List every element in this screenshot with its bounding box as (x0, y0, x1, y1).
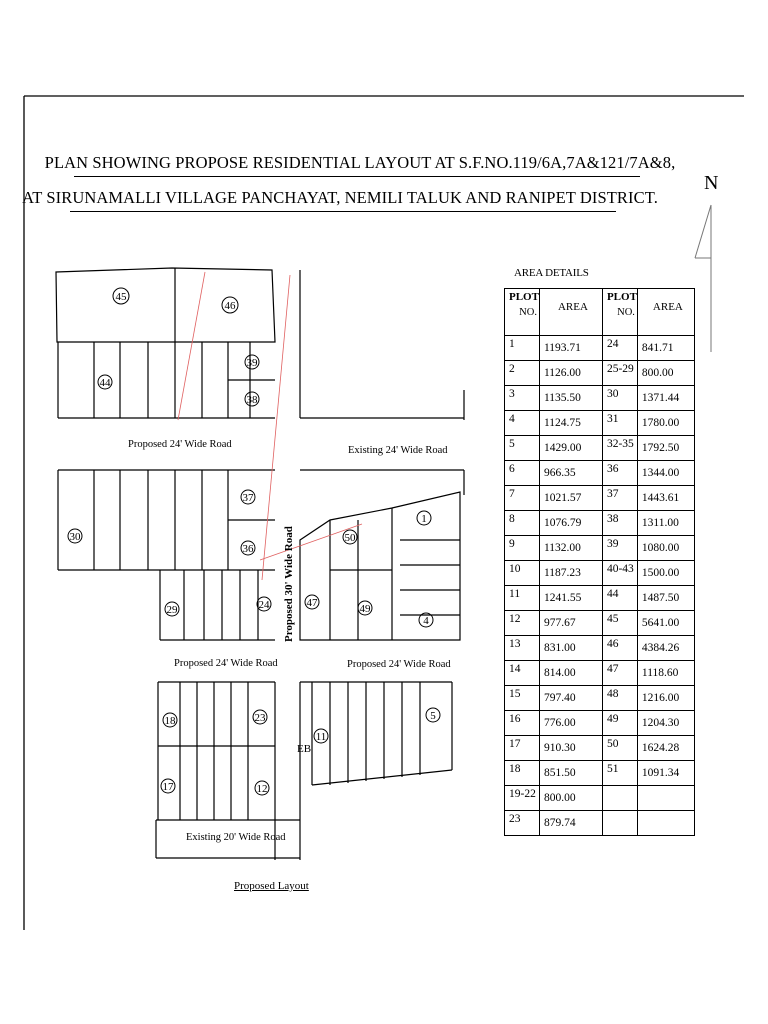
area-cell: 966.35 (539, 461, 602, 486)
plot-no-cell: 3 (505, 386, 540, 411)
plot-label: 49 (359, 603, 371, 615)
table-row (505, 461, 695, 486)
plot-label: 17 (162, 781, 174, 793)
table-row (505, 486, 695, 511)
area-cell: 5641.00 (637, 611, 694, 636)
table-row (505, 386, 695, 411)
road-label: Proposed 24' Wide Road (128, 439, 232, 450)
table-row (505, 736, 695, 761)
plot-no-cell (602, 786, 637, 811)
plot-no-cell: 38 (602, 511, 637, 536)
road-label: Proposed 24' Wide Road (174, 658, 278, 669)
plot-no-cell: 15 (505, 686, 540, 711)
plot-no-cell: 8 (505, 511, 540, 536)
plot-no-cell: 13 (505, 636, 540, 661)
plot-no-cell: 25-29 (602, 361, 637, 386)
area-cell: 1216.00 (637, 686, 694, 711)
plot-label: 23 (254, 712, 266, 724)
area-cell: 814.00 (539, 661, 602, 686)
header-plot-label: PLOT (509, 291, 539, 303)
plot-no-cell: 6 (505, 461, 540, 486)
plot-no-cell: 7 (505, 486, 540, 511)
header-area-2 (637, 289, 694, 336)
area-cell: 851.50 (539, 761, 602, 786)
area-cell: 1241.55 (539, 586, 602, 611)
area-cell: 1624.28 (637, 736, 694, 761)
plot-no-cell: 9 (505, 536, 540, 561)
table-row (505, 511, 695, 536)
area-cell: 1500.00 (637, 561, 694, 586)
area-cell: 1091.34 (637, 761, 694, 786)
site-outline (56, 268, 464, 860)
plot-no-cell: 44 (602, 586, 637, 611)
plot-label: 4 (423, 615, 429, 627)
plot-no-cell: 46 (602, 636, 637, 661)
plot-no-cell: 36 (602, 461, 637, 486)
plot-no-cell: 12 (505, 611, 540, 636)
header-no-label: NO. (617, 307, 635, 318)
area-cell: 1021.57 (539, 486, 602, 511)
area-cell: 1371.44 (637, 386, 694, 411)
plot-no-cell: 49 (602, 711, 637, 736)
area-details-caption: AREA DETAILS (514, 267, 589, 279)
road-label: Proposed 24' Wide Road (347, 659, 451, 670)
table-row (505, 411, 695, 436)
plot-no-cell: 11 (505, 586, 540, 611)
road-label: Proposed 30' Wide Road (283, 526, 295, 642)
plot-label: 30 (69, 531, 81, 543)
plot-no-cell: 5 (505, 436, 540, 461)
area-cell: 1118.60 (637, 661, 694, 686)
plot-label: 44 (99, 377, 111, 389)
plot-no-cell: 16 (505, 711, 540, 736)
plot-label: 50 (344, 532, 356, 544)
table-row (505, 661, 695, 686)
title-line-1: PLAN SHOWING PROPOSE RESIDENTIAL LAYOUT AT S.F.NO.119/6A,7A&121/7A&8, (44, 153, 676, 172)
header-plot-label: PLOT (606, 291, 637, 303)
area-cell: 800.00 (539, 786, 602, 811)
plot-no-cell: 4 (505, 411, 540, 436)
plot-no-cell: 14 (505, 661, 540, 686)
area-cell (637, 811, 694, 836)
table-row (505, 811, 695, 836)
plot-no-cell: 10 (505, 561, 540, 586)
plot-no-cell: 2 (505, 361, 540, 386)
north-label: N (704, 172, 719, 194)
area-cell: 776.00 (539, 711, 602, 736)
table-row (505, 686, 695, 711)
area-cell: 1344.00 (637, 461, 694, 486)
header-area-label: AREA (557, 301, 588, 313)
plot-label: 5 (430, 710, 436, 722)
area-cell: 1780.00 (637, 411, 694, 436)
plot-label: 39 (246, 357, 258, 369)
plot-no-cell: 37 (602, 486, 637, 511)
header-no-label: NO. (519, 307, 537, 318)
area-cell: 1187.23 (539, 561, 602, 586)
plot-label: 38 (246, 394, 258, 406)
plot-no-cell: 17 (505, 736, 540, 761)
table-row (505, 336, 695, 361)
area-cell: 1792.50 (637, 436, 694, 461)
area-cell: 1311.00 (637, 511, 694, 536)
table-row (505, 611, 695, 636)
road-label: Existing 24' Wide Road (348, 445, 448, 456)
plot-label: 12 (256, 783, 268, 795)
header-plot-no-2 (602, 289, 637, 336)
table-row (505, 586, 695, 611)
survey-lines (178, 272, 362, 580)
plot-no-cell: 24 (602, 336, 637, 361)
table-row (505, 436, 695, 461)
area-cell: 1443.61 (637, 486, 694, 511)
plot-no-cell: 47 (602, 661, 637, 686)
area-cell: 831.00 (539, 636, 602, 661)
title-underline-2 (70, 211, 616, 212)
plot-label: 46 (224, 300, 236, 312)
table-row (505, 636, 695, 661)
header-plot-no (505, 289, 540, 336)
eb-label: EB (296, 743, 312, 755)
area-cell: 841.71 (637, 336, 694, 361)
area-cell: 977.67 (539, 611, 602, 636)
table-row (505, 361, 695, 386)
table-row (505, 561, 695, 586)
plot-no-cell: 32-35 (602, 436, 637, 461)
area-cell: 1135.50 (539, 386, 602, 411)
plot-label: 47 (306, 597, 318, 609)
plot-label: 1 (421, 513, 427, 525)
area-cell: 879.74 (539, 811, 602, 836)
plot-no-cell: 45 (602, 611, 637, 636)
plot-no-cell: 39 (602, 536, 637, 561)
plot-no-cell (602, 811, 637, 836)
area-cell: 800.00 (637, 361, 694, 386)
plot-no-cell: 31 (602, 411, 637, 436)
north-arrow-icon (695, 205, 711, 352)
area-cell: 1204.30 (637, 711, 694, 736)
layout-caption: Proposed Layout (234, 880, 309, 892)
table-row (505, 761, 695, 786)
plot-no-cell: 40-43 (602, 561, 637, 586)
plot-no-cell: 50 (602, 736, 637, 761)
plot-no-cell: 18 (505, 761, 540, 786)
area-cell: 4384.26 (637, 636, 694, 661)
plot-label: 37 (242, 492, 254, 504)
header-area (539, 289, 602, 336)
title-underline-1 (74, 176, 640, 177)
plot-no-cell: 23 (505, 811, 540, 836)
area-details-table (504, 288, 695, 836)
area-cell: 1132.00 (539, 536, 602, 561)
plot-label: 29 (166, 604, 178, 616)
area-cell: 1487.50 (637, 586, 694, 611)
plot-no-cell: 51 (602, 761, 637, 786)
area-cell: 1193.71 (539, 336, 602, 361)
area-cell: 1076.79 (539, 511, 602, 536)
road-label: Existing 20' Wide Road (186, 832, 286, 843)
area-cell: 1429.00 (539, 436, 602, 461)
table-row (505, 786, 695, 811)
plot-label: 45 (115, 291, 127, 303)
plot-no-cell: 30 (602, 386, 637, 411)
table-row (505, 536, 695, 561)
table-header-row (505, 289, 695, 336)
plot-label: 11 (315, 731, 327, 743)
area-cell: 1124.75 (539, 411, 602, 436)
header-area-label: AREA (652, 301, 683, 313)
plot-no-cell: 48 (602, 686, 637, 711)
area-cell: 797.40 (539, 686, 602, 711)
plot-no-cell: 19-22 (505, 786, 540, 811)
area-cell: 910.30 (539, 736, 602, 761)
plot-no-cell: 1 (505, 336, 540, 361)
area-cell (637, 786, 694, 811)
table-row (505, 711, 695, 736)
area-cell: 1080.00 (637, 536, 694, 561)
plot-label: 36 (242, 543, 254, 555)
title-line-2: AT SIRUNAMALLI VILLAGE PANCHAYAT, NEMILI TALUK AND RANIPET DISTRICT. (22, 188, 658, 207)
plot-label: 24 (258, 599, 270, 611)
area-cell: 1126.00 (539, 361, 602, 386)
plot-label: 18 (164, 715, 176, 727)
